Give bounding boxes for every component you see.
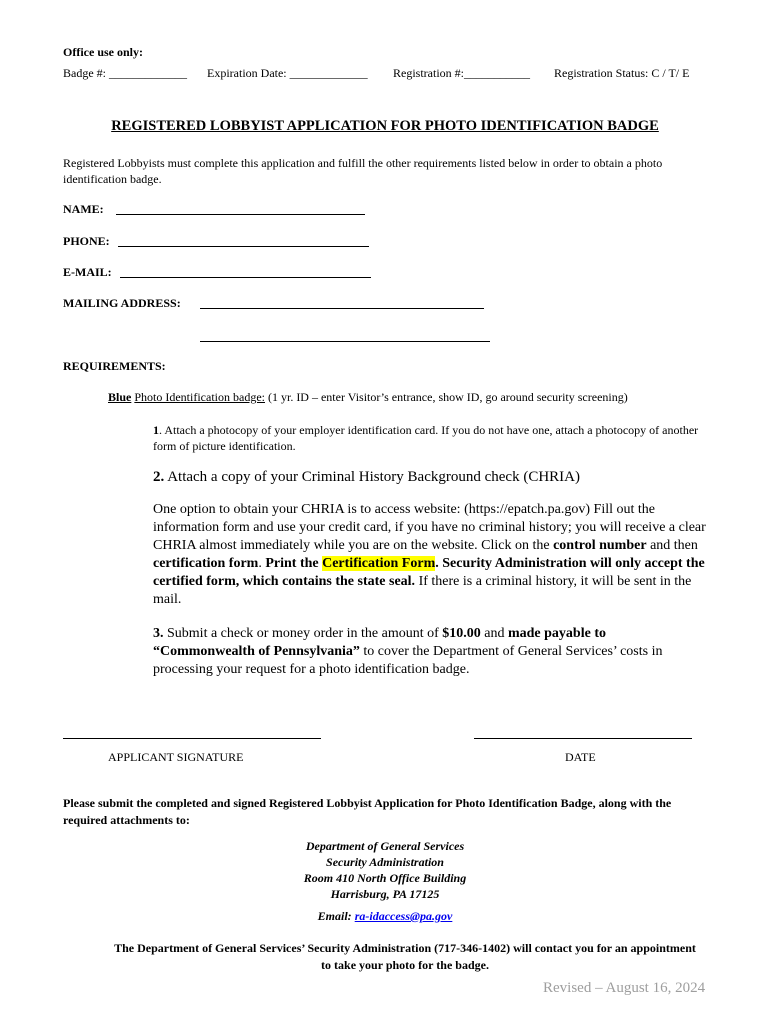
certification-form-highlight: Certification Form (322, 556, 436, 571)
mailing-address-line-1[interactable] (200, 308, 484, 309)
control-number-text: control number (553, 538, 647, 553)
print-the-text: Print the (265, 556, 323, 571)
badge-number-field: Badge #: _____________ (63, 66, 187, 80)
email-line (0, 909, 770, 924)
certification-form-text: certification form (153, 556, 259, 571)
item-3-tail: to cover the Department of General Services’ costs in processing your request for a photo identification badge. (153, 644, 663, 677)
page-title: REGISTERED LOBBYIST APPLICATION FOR PHOTO IDENTIFICATION BADGE (111, 118, 659, 134)
intro-paragraph: Registered Lobbyists must complete this application and fulfill the other requirements listed below in order to obtain a photo identification badge. (63, 156, 663, 186)
date-line[interactable] (474, 738, 692, 739)
badge-note: (1 yr. ID – enter Visitor’s entrance, show ID, go around security screening) (267, 390, 628, 404)
badge-color: Blue (108, 390, 132, 404)
office-use-title: Office use only: (63, 45, 143, 59)
fee-amount: $10.00 (442, 626, 481, 641)
registration-number-field: Registration #:___________ (393, 66, 530, 80)
chria-intro: One option to obtain your CHRIA is to access website: (https://epatch.pa.gov) Fill out the information form and use your credit card, if you have no criminal history; you will receive a clear CHRIA almost immediately while you are on the website. Click on the (153, 502, 706, 553)
item-2-text: Attach a copy of your Criminal History Background check (CHRIA) (167, 469, 581, 485)
email-link[interactable]: ra-idaccess@pa.gov (354, 909, 453, 923)
address-line-1: Department of General Services (305, 839, 465, 853)
requirement-item-3 (153, 625, 711, 679)
date-label: DATE (565, 750, 596, 764)
badge-label: Photo Identification badge: (134, 390, 265, 404)
chria-paragraph (153, 501, 709, 609)
payable-to: made payable to “Commonwealth of Pennsylvania” (153, 626, 606, 659)
chria-tail: If there is a criminal history, it will be sent in the mail. (153, 574, 692, 607)
applicant-signature-label: APPLICANT SIGNATURE (108, 750, 244, 764)
phone-input-line[interactable] (118, 246, 369, 247)
registration-status-field: Registration Status: C / T/ E (554, 66, 690, 80)
mailing-address-label: MAILING ADDRESS: (63, 296, 181, 310)
address-line-2: Security Administration (326, 855, 444, 869)
expiration-date-field: Expiration Date: _____________ (207, 66, 368, 80)
item-3-number: 3. (153, 626, 164, 641)
signature-line[interactable] (63, 738, 321, 739)
blue-badge-line (108, 390, 628, 405)
name-label: NAME: (63, 202, 104, 216)
requirement-item-2 (153, 469, 580, 486)
name-input-line[interactable] (116, 214, 365, 215)
email-label-text: Email: (317, 909, 355, 923)
revised-date: Revised – August 16, 2024 (543, 980, 706, 996)
chria-then: and then (646, 538, 698, 553)
mailing-address-line-2[interactable] (200, 341, 490, 342)
email-label: E-MAIL: (63, 265, 112, 279)
security-admin-text: . Security Administration will only accept the certified form, which contains the state seal. (153, 556, 705, 589)
item-3-and: and (480, 626, 508, 641)
submit-instructions: Please submit the completed and signed Registered Lobbyist Application for Photo Identification Badge, along with the required attachments to: (63, 796, 672, 827)
phone-label: PHONE: (63, 234, 110, 248)
item-1-number: 1 (153, 423, 159, 437)
email-input-line[interactable] (120, 277, 371, 278)
item-3-text-a: Submit a check or money order in the amount of (163, 626, 443, 641)
requirement-item-1 (153, 422, 713, 454)
address-line-4: Harrisburg, PA 17125 (330, 887, 440, 901)
item-2-number: 2. (153, 469, 165, 485)
address-line-3: Room 410 North Office Building (303, 871, 467, 885)
item-1-text: . Attach a photocopy of your employer identification card. If you do not have one, attach a photocopy of another form of picture identification. (153, 423, 699, 453)
contact-notice: The Department of General Services’ Security Administration (717-346-1402) will contact you for an appointment to take your photo for the badge. (114, 941, 696, 972)
chria-period: . (258, 556, 266, 571)
mailing-address-block (0, 838, 770, 902)
requirements-title: REQUIREMENTS: (63, 359, 166, 373)
